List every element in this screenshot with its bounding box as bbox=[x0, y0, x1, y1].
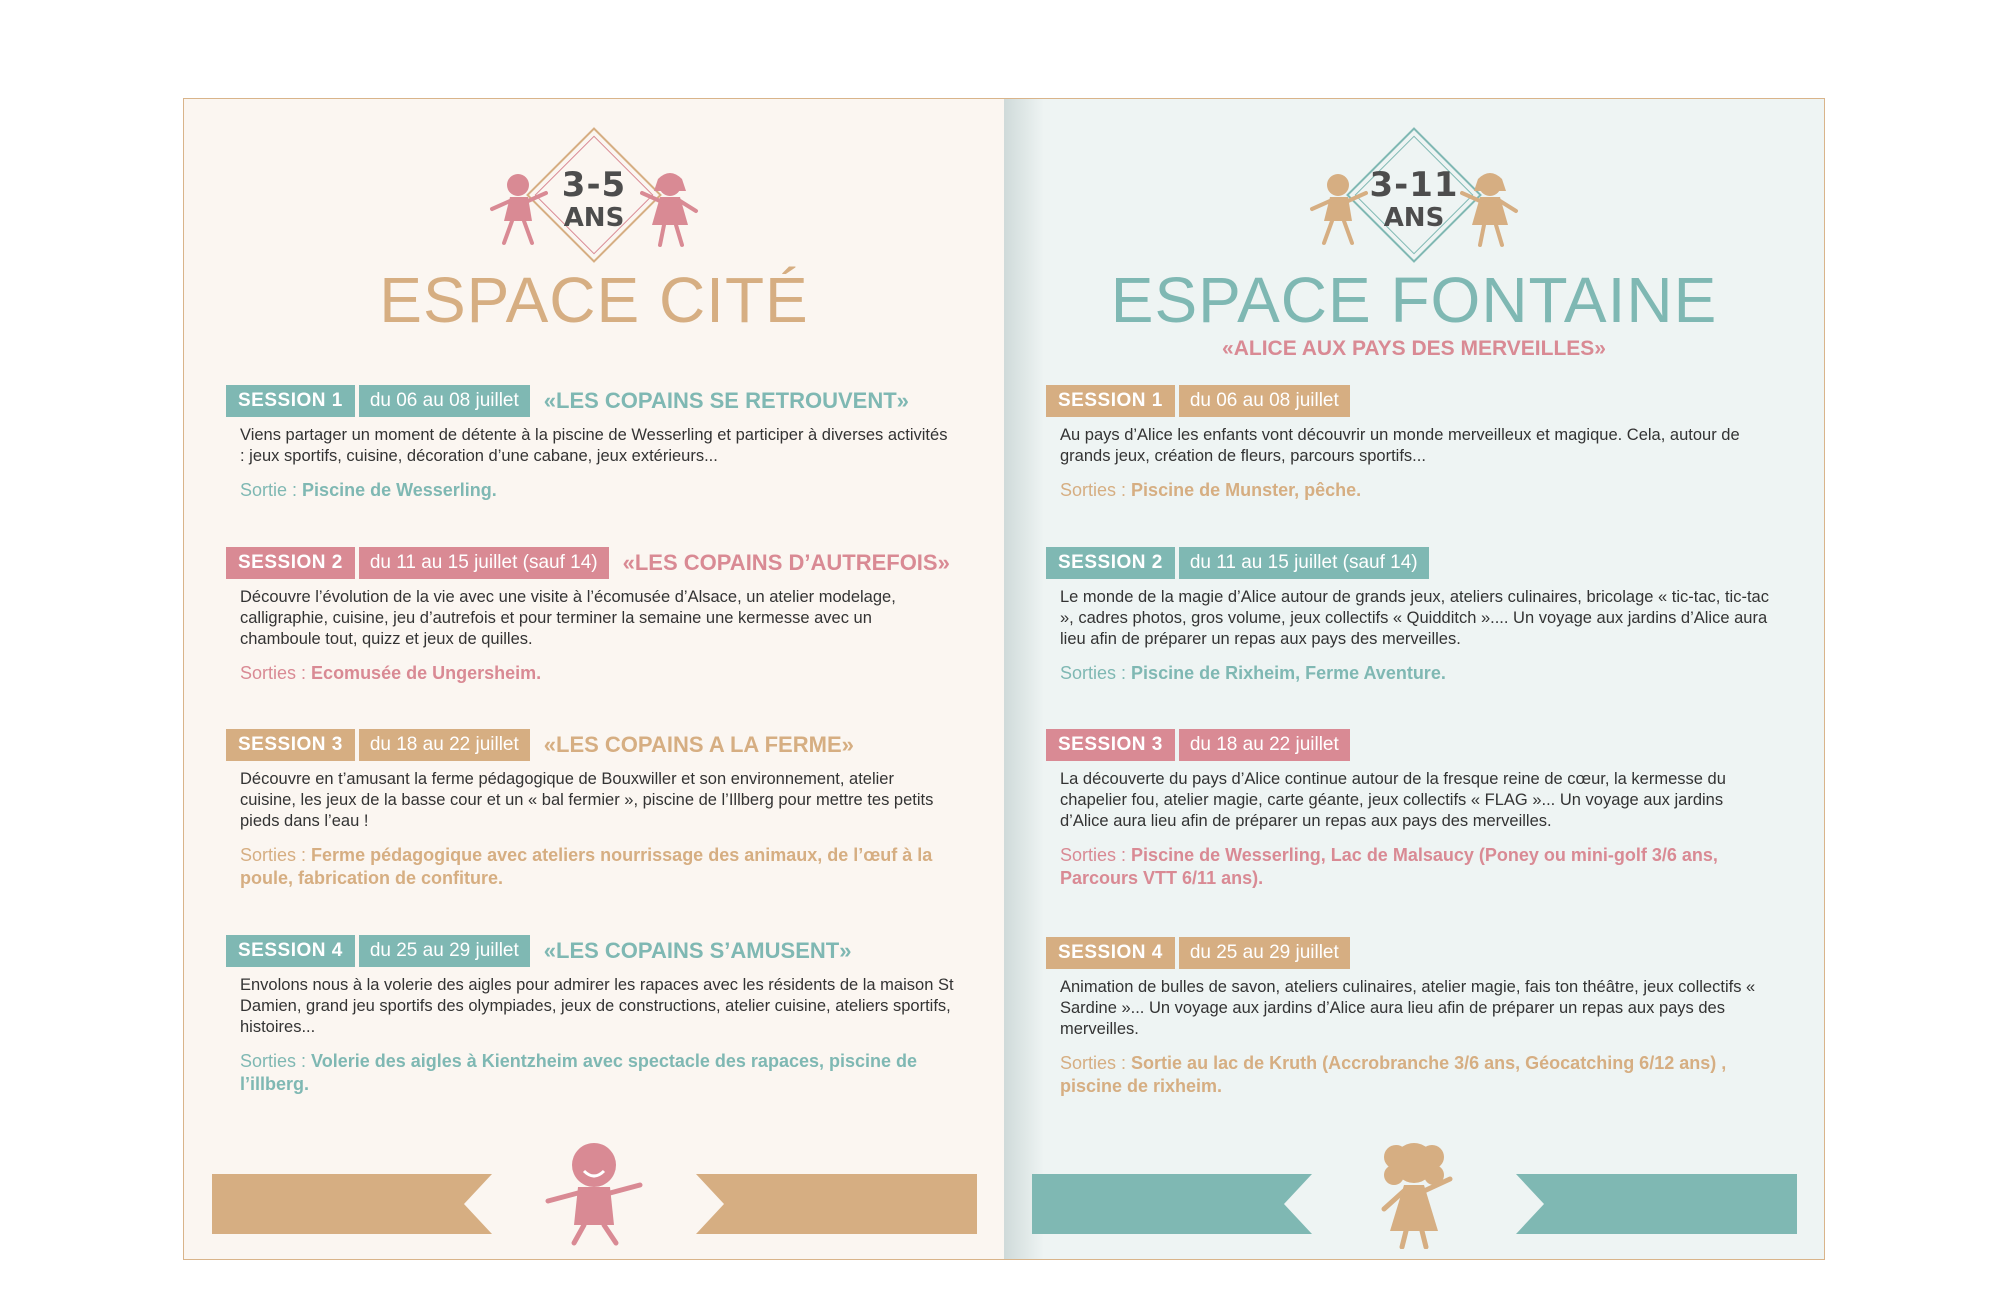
age-unit: ANS bbox=[1383, 203, 1445, 233]
session-header bbox=[1046, 547, 1782, 579]
session-dates: du 11 au 15 juillet (sauf 14) bbox=[359, 547, 609, 579]
session-description: La découverte du pays d’Alice continue autour de la fresque reine de cœur, la kermesse du chapelier fou, atelier magie, carte géante, jeux collectifs « FLAG »... Un voyage aux jardins d’Alice aura lieu afin de préparer un repas aux pays des merveilles. bbox=[1060, 770, 1726, 830]
child-silhouette-icon bbox=[488, 169, 548, 249]
session-outing bbox=[226, 662, 962, 685]
session-label: SESSION 3 bbox=[226, 729, 355, 761]
outing-label: Sortie : bbox=[240, 480, 298, 500]
child-silhouette-icon bbox=[1460, 169, 1520, 249]
outing-label: Sorties : bbox=[240, 845, 307, 865]
age-range: 3-11 bbox=[1369, 165, 1459, 205]
session-dates: du 18 au 22 juillet bbox=[359, 729, 530, 761]
session-header bbox=[1046, 385, 1782, 417]
ribbon-banner-right bbox=[1516, 1174, 1797, 1234]
session-label: SESSION 3 bbox=[1046, 729, 1175, 761]
ribbon-banner-left bbox=[1032, 1174, 1312, 1234]
session-outing bbox=[1046, 1052, 1782, 1098]
session-description: Animation de bulles de savon, ateliers culinaires, atelier magie, fais ton théâtre, jeux collectifs « Sardine »... Un voyage aux jardins d’Alice aura lieu afin de préparer un repas aux pays des merveilles. bbox=[1060, 978, 1756, 1038]
session-theme: «LES COPAINS A LA FERME» bbox=[543, 732, 854, 757]
session-dates: du 06 au 08 juillet bbox=[1179, 385, 1350, 417]
outing-label: Sorties : bbox=[240, 1051, 307, 1071]
session-block bbox=[226, 729, 962, 890]
session-outing bbox=[1046, 662, 1782, 685]
outing-label: Sorties : bbox=[1060, 663, 1127, 683]
child-silhouette-icon bbox=[640, 169, 700, 249]
session-description: Découvre l’évolution de la vie avec une visite à l’écomusée d’Alsace, un atelier modelage, calligraphie, cuisine, jeu d’autrefois et pour terminer la semaine une kermesse avec un chamboule tout, quizz et jeux de quilles. bbox=[240, 588, 896, 648]
session-theme: «LES COPAINS D’AUTREFOIS» bbox=[622, 550, 950, 575]
child-mascot-icon bbox=[534, 1139, 654, 1249]
age-range: 3-5 bbox=[561, 165, 627, 205]
session-block bbox=[1046, 385, 1782, 502]
ribbon-banner-left bbox=[212, 1174, 492, 1234]
session-description: Le monde de la magie d’Alice autour de grands jeux, ateliers culinaires, bricolage « tic-tac, tic-tac », cadres photos, gros volume, jeux collectifs « Quidditch ».... Un voyage aux jardins d’Alice aura lieu afin de préparer un repas aux pays des merveilles. bbox=[1060, 588, 1769, 648]
age-unit: ANS bbox=[563, 203, 625, 233]
session-header bbox=[226, 385, 962, 417]
header-espace-fontaine bbox=[1004, 125, 1824, 385]
session-outing bbox=[226, 1050, 962, 1096]
session-label: SESSION 4 bbox=[226, 935, 355, 967]
outing-label: Sorties : bbox=[1060, 845, 1127, 865]
session-outing bbox=[226, 479, 962, 502]
session-block bbox=[1046, 729, 1782, 890]
espace-title: ESPACE FONTAINE bbox=[1110, 264, 1718, 336]
session-theme: «LES COPAINS SE RETROUVENT» bbox=[543, 388, 909, 413]
session-outing bbox=[226, 844, 962, 890]
session-description: Viens partager un moment de détente à la piscine de Wesserling et participer à diverses activités : jeux sportifs, cuisine, décoration d’une cabane, jeux extérieurs... bbox=[240, 426, 948, 465]
outing-label: Sorties : bbox=[240, 663, 307, 683]
brochure-spread bbox=[183, 98, 1825, 1260]
session-description: Découvre en t’amusant la ferme pédagogique de Bouxwiller et son environnement, atelier cuisine, les jeux de la basse cour et un « bal fermier », piscine de l’Illberg pour mettre tes petits pieds dans l’eau ! bbox=[240, 770, 934, 830]
session-block bbox=[1046, 937, 1782, 1098]
espace-subtitle: «ALICE AUX PAYS DES MERVEILLES» bbox=[1222, 337, 1606, 360]
session-outing bbox=[1046, 844, 1782, 890]
ribbon-banner-right bbox=[696, 1174, 977, 1234]
session-dates: du 06 au 08 juillet bbox=[359, 385, 530, 417]
session-header bbox=[226, 935, 962, 967]
session-outing bbox=[1046, 479, 1782, 502]
session-description: Envolons nous à la volerie des aigles pour admirer les rapaces avec les résidents de la maison St Damien, grand jeu sportifs des olympiades, jeux de constructions, atelier cuisine, ateliers sportifs, histoires... bbox=[240, 976, 954, 1036]
session-header bbox=[1046, 729, 1782, 761]
outing-value: Ferme pédagogique avec ateliers nourrissage des animaux, de l’œuf à la poule, fabrication de confiture. bbox=[240, 845, 933, 888]
age-badge bbox=[524, 125, 664, 265]
espace-title: ESPACE CITÉ bbox=[379, 264, 809, 336]
session-label: SESSION 1 bbox=[226, 385, 355, 417]
session-dates: du 11 au 15 juillet (sauf 14) bbox=[1179, 547, 1429, 579]
outing-value: Sortie au lac de Kruth (Accrobranche 3/6 ans, Géocatching 6/12 ans) , piscine de rixheim. bbox=[1060, 1053, 1727, 1096]
session-label: SESSION 4 bbox=[1046, 937, 1175, 969]
outing-label: Sorties : bbox=[1060, 480, 1127, 500]
page-espace-fontaine bbox=[1004, 99, 1824, 1259]
child-silhouette-icon bbox=[1308, 169, 1368, 249]
session-label: SESSION 2 bbox=[1046, 547, 1175, 579]
outing-value: Ecomusée de Ungersheim. bbox=[311, 663, 542, 683]
session-block bbox=[226, 385, 962, 502]
age-badge bbox=[1344, 125, 1484, 265]
session-theme: «LES COPAINS S’AMUSENT» bbox=[543, 938, 852, 963]
header-espace-cite bbox=[184, 125, 1004, 385]
session-dates: du 25 au 29 juillet bbox=[1179, 937, 1350, 969]
outing-value: Piscine de Munster, pêche. bbox=[1131, 480, 1362, 500]
outing-value: Piscine de Rixheim, Ferme Aventure. bbox=[1131, 663, 1446, 683]
session-dates: du 18 au 22 juillet bbox=[1179, 729, 1350, 761]
session-dates: du 25 au 29 juillet bbox=[359, 935, 530, 967]
outing-value: Piscine de Wesserling, Lac de Malsaucy (Poney ou mini-golf 3/6 ans, Parcours VTT 6/11 ans). bbox=[1060, 845, 1718, 888]
session-label: SESSION 1 bbox=[1046, 385, 1175, 417]
session-header bbox=[226, 547, 962, 579]
session-description: Au pays d’Alice les enfants vont découvrir un monde merveilleux et magique. Cela, autour de grands jeux, création de fleurs, parcours sportifs... bbox=[1060, 426, 1740, 465]
outing-value: Piscine de Wesserling. bbox=[302, 480, 497, 500]
session-header bbox=[226, 729, 962, 761]
page-espace-cite bbox=[184, 99, 1004, 1259]
session-label: SESSION 2 bbox=[226, 547, 355, 579]
session-block bbox=[1046, 547, 1782, 685]
session-block bbox=[226, 935, 962, 1096]
girl-mascot-icon bbox=[1354, 1139, 1474, 1249]
outing-label: Sorties : bbox=[1060, 1053, 1127, 1073]
outing-value: Volerie des aigles à Kientzheim avec spectacle des rapaces, piscine de l’illberg. bbox=[240, 1051, 918, 1094]
session-header bbox=[1046, 937, 1782, 969]
session-block bbox=[226, 547, 962, 685]
